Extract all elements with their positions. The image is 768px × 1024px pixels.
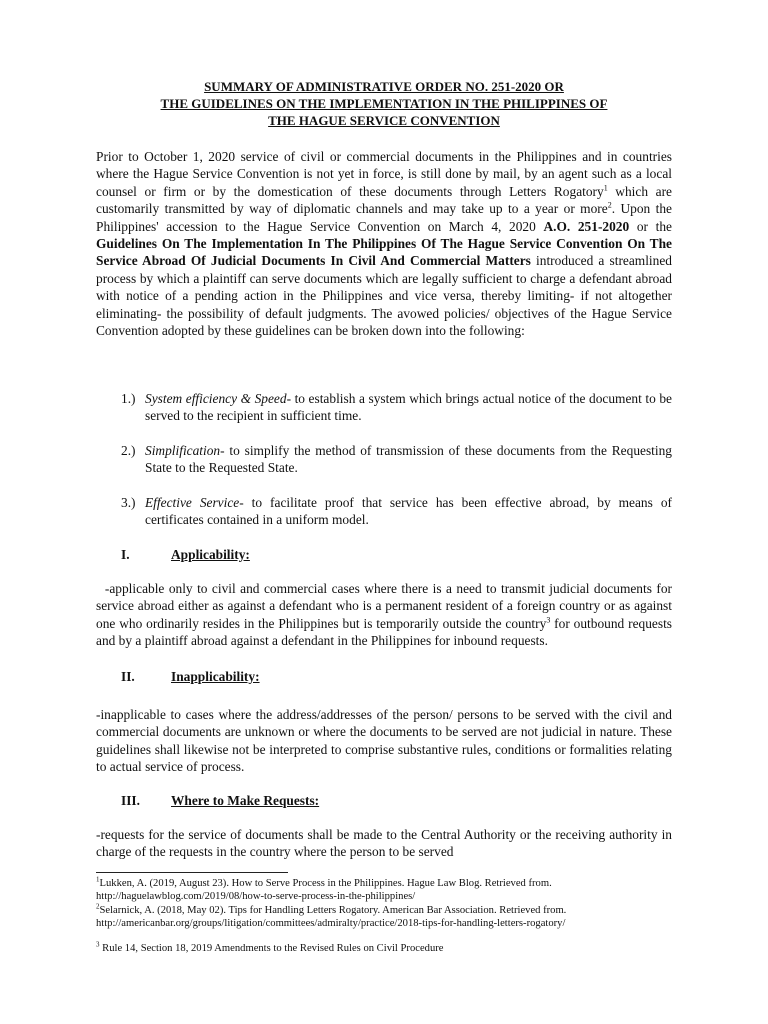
title-line-1: SUMMARY OF ADMINISTRATIVE ORDER NO. 251-2020 OR [204,79,564,94]
footnote-number: 2 [96,902,100,911]
objective-term: System efficiency & Speed [145,391,287,406]
intro-text: or the [629,218,672,234]
objective-text: - to simplify the method of transmission of these documents from the Requesting State to the Requested State. [145,443,672,476]
applicability-paragraph [96,580,672,650]
intro-text: Prior to October 1, 2020 service of civil or commercial documents in the Philippines and in countries where the Hague Service Convention is not yet in force, is still done by mail, by an agent such as a local counsel or firm or by the domestication of these documents through Letters Rogatory [96,149,672,199]
objective-number: 1.) [121,391,136,406]
footnote-1 [96,875,672,903]
intro-text: introduced a streamlined process by which a plaintiff can serve documents which are legally sufficient to charge a defendant abroad with notice of a pending action in the Philippines and vice versa, thereby limiting- if not altogether eliminating- the possibility of default judgments. The avowed policies/ objectives of the Hague Service Convention adopted by these guidelines can be broken down into the following: [96,253,672,339]
footnote-text: Rule 14, Section 18, 2019 Amendments to the Revised Rules on Civil Procedure [99,943,444,954]
section-number: III. [121,793,140,808]
footnote-divider [96,872,288,873]
objective-item [121,390,672,425]
objective-term: Effective Service [145,495,240,510]
section-title: Where to Make Requests: [171,793,320,808]
objective-item [121,494,672,529]
footnote-2 [96,902,672,930]
objective-text: - to establish a system which brings actual notice of the document to be served to the recipient in sufficient time. [145,391,672,424]
section-text: for outbound requests and by a plaintiff abroad against a defendant in the Philippines for inbound requests. [96,615,672,649]
section-number: II. [121,669,135,684]
section-text: -inapplicable to cases where the address/addresses of the person/ persons to be served with the civil and commercial documents are unknown or where the documents to be served are not judicial in nature. These guidelines shall likewise not be interpreted to comprise substantive rules, conditions or formalities relating to actual service of process. [96,707,672,775]
objective-item [121,442,672,477]
intro-text: which are customarily transmitted by way of diplomatic channels and may take up to a year or more [96,183,672,217]
title-line-3: THE HAGUE SERVICE CONVENTION [268,113,500,128]
section-text: -requests for the service of documents shall be made to the Central Authority or the receiving authority in charge of the requests in the country where the person to be served [96,827,672,860]
title-line-2: THE GUIDELINES ON THE IMPLEMENTATION IN THE PHILIPPINES OF [160,96,608,111]
footnote-text: Selarnick, A. (2018, May 02). Tips for Handling Letters Rogatory. American Bar Association. Retrieved from. http://americanbar.org/groups/litigation/committees/admiralty/practice/2018-tips-for-handling-letters-rogatory/ [96,905,567,929]
inapplicability-paragraph [96,706,672,776]
footnote-3 [96,940,672,956]
footnote-ref-2: 2 [607,200,612,210]
objective-number: 3.) [121,495,136,510]
section-number: I. [121,547,130,562]
guidelines-title: Guidelines On The Implementation In The Philippines Of The Hague Service Convention On The Service Abroad Of Judicial Documents In Civil And Commercial Matters [96,236,672,269]
intro-paragraph [96,148,672,339]
section-title: Inapplicability: [171,669,260,684]
objective-number: 2.) [121,443,136,458]
footnote-text: Lukken, A. (2019, August 23). How to Serve Process in the Philippines. Hague Law Blog. Retrieved from. http://haguelawblog.com/2019/08/how-to-serve-process-in-the-philippines/ [96,878,552,902]
document-title [96,78,672,129]
section-heading-inapplicability [121,668,260,685]
section-heading-where-to-request [121,792,319,809]
section-text: -applicable only to civil and commercial cases where there is a need to transmit judicial documents for service abroad either as against a defendant who is a permanent resident of a foreign country or as against one who ordinarily resides in the Philippines but is temporarily outside the country [96,581,672,631]
objective-text: - to facilitate proof that service has been effective abroad, by means of certificates contained in a uniform model. [145,495,672,528]
intro-text: . Upon the Philippines' accession to the Hague Service Convention on March 4, 2020 [96,201,672,234]
footnote-number: 3 [96,940,100,949]
ao-number: A.O. 251-2020 [543,218,630,234]
footnote-ref-1: 1 [603,183,608,193]
objective-term: Simplification [145,443,221,458]
section-title: Applicability: [171,547,250,562]
footnote-ref-3: 3 [546,615,551,625]
where-to-request-paragraph [96,826,672,861]
section-heading-applicability [121,546,250,563]
footnote-number: 1 [96,875,100,884]
